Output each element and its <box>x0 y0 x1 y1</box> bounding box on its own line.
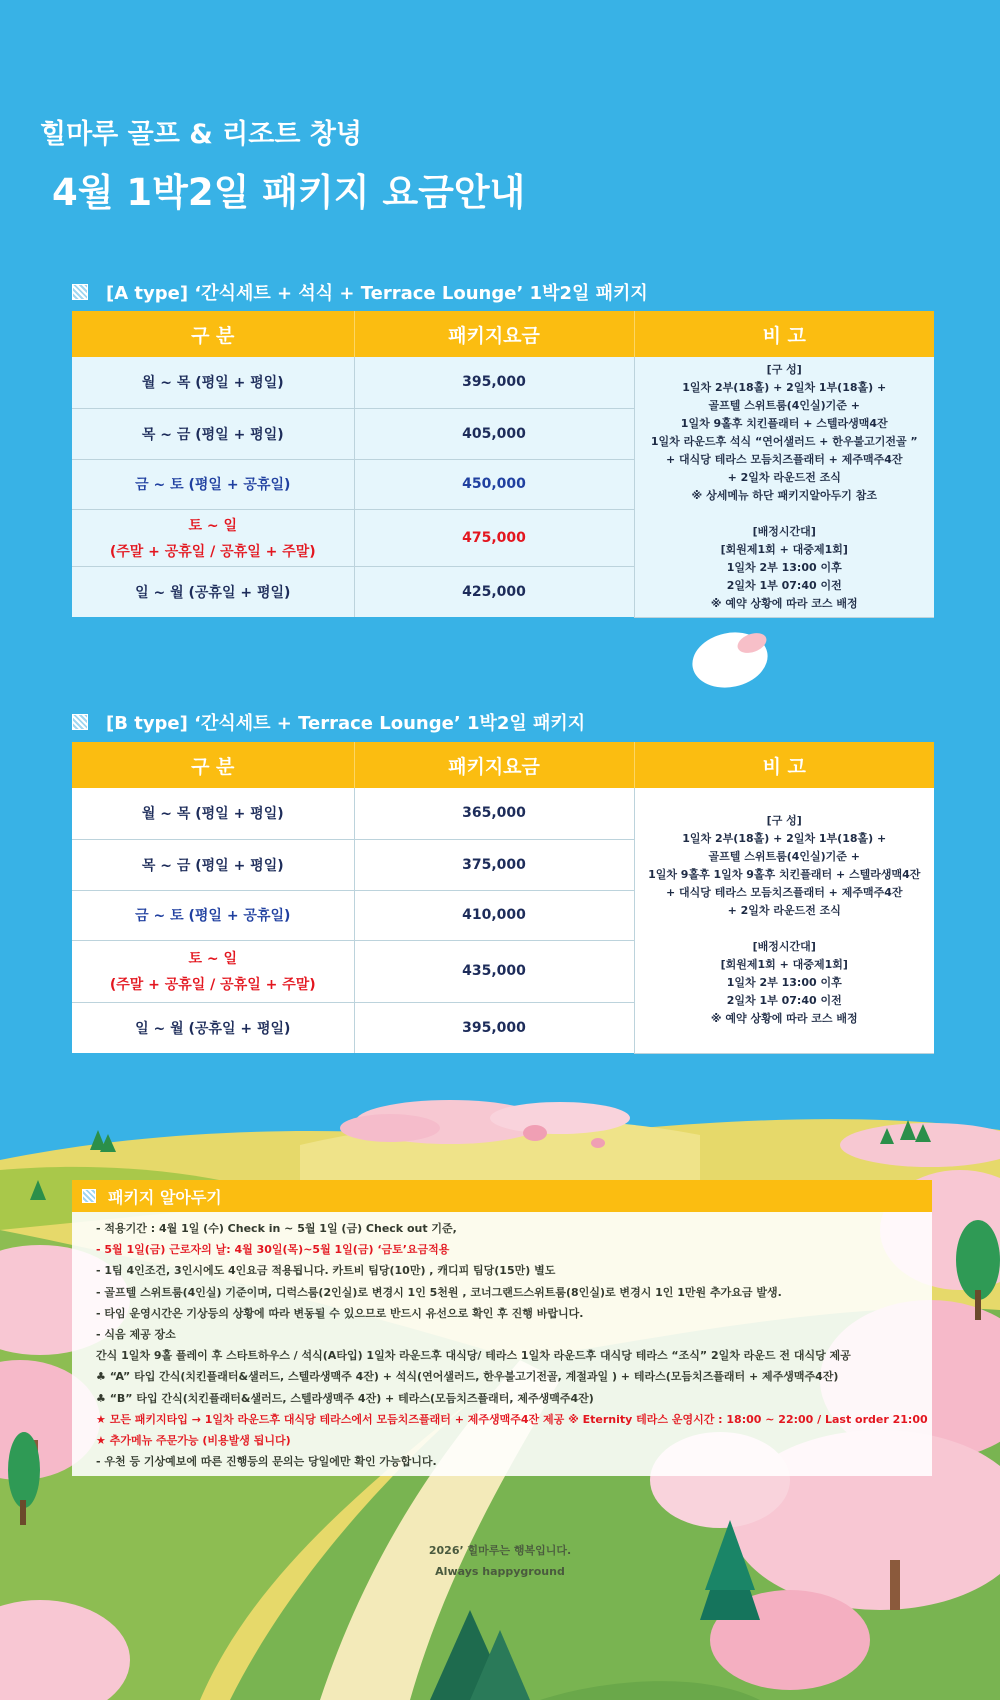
period-cell: 일 ~ 월 (공휴일 + 평일) <box>72 1002 354 1053</box>
pattern-bullet-icon <box>82 1189 96 1203</box>
table-header-row <box>72 311 934 357</box>
mochi-mascot-icon <box>687 626 773 695</box>
period-cell: 토 ~ 일 (주말 + 공휴일 / 공휴일 + 주말) <box>72 940 354 1002</box>
column-header-period: 구 분 <box>72 311 354 357</box>
price-cell: 405,000 <box>354 408 634 459</box>
price-cell: 425,000 <box>354 566 634 617</box>
period-cell: 목 ~ 금 (평일 + 평일) <box>72 839 354 890</box>
period-cell: 목 ~ 금 (평일 + 평일) <box>72 408 354 459</box>
column-header-note: 비 고 <box>634 742 934 788</box>
price-cell: 410,000 <box>354 890 634 940</box>
note-cell: [구 성] 1일차 2부(18홀) + 2일차 1부(18홀) + 골프텔 스위트룸(4인실)기준 + 1일차 9홀후 1일차 9홀후 치킨플래터 + 스텔라생맥4잔 + 대식당 테라스 모듬치즈플래터 + 제주맥주4잔 + 2일차 라운드전 조식 [배정시간대] [회원제1회 + 대중제1회] 1일차 2부 13:00 이후 2일차 1부 07:40 이전 ※ 예약 상황에 따라 코스 배정 <box>634 788 934 1053</box>
note-item: - 식음 제공 장소 <box>96 1328 176 1342</box>
pattern-bullet-icon <box>72 284 88 300</box>
price-cell: 450,000 <box>354 459 634 509</box>
table-row <box>72 788 934 839</box>
notes-list <box>72 1212 932 1472</box>
note-item: ♣ “B” 타입 간식(치킨플래터&샐러드, 스텔라생맥주 4잔) + 테라스(모듬치즈플래터, 제주생맥주4잔) <box>96 1391 594 1405</box>
note-item: ♣ “A” 타입 간식(치킨플래터&샐러드, 스텔라생맥주 4잔) + 석식(연어샐러드, 한우불고기전골, 계절과일 ) + 테라스(모듬치즈플래터 + 제주생맥주4잔) <box>96 1370 839 1384</box>
column-header-price: 패키지요금 <box>354 742 634 788</box>
period-cell: 일 ~ 월 (공휴일 + 평일) <box>72 566 354 617</box>
package-a-title <box>72 279 648 305</box>
column-header-price: 패키지요금 <box>354 311 634 357</box>
note-item: - 골프텔 스위트룸(4인실) 기준이며, 디럭스룸(2인실)로 변경시 1인 5천원 , 코너그랜드스위트룸(8인실)로 변경시 1인 1만원 추가요금 발생. <box>96 1285 782 1299</box>
period-cell: 월 ~ 목 (평일 + 평일) <box>72 357 354 408</box>
pattern-bullet-icon <box>72 714 88 730</box>
package-a-title-text: [A type] ‘간식세트 + 석식 + Terrace Lounge’ 1박2일 패키지 <box>106 283 648 304</box>
footer-tagline: Always happyground <box>435 1565 565 1578</box>
package-b-title-text: [B type] ‘간식세트 + Terrace Lounge’ 1박2일 패키지 <box>106 713 586 734</box>
note-item: - 적용기간 : 4월 1일 (수) Check in ~ 5월 1일 (금) Check out 기준, <box>96 1222 457 1235</box>
brand-title: 힐마루 골프 & 리조트 창녕 <box>40 119 362 150</box>
period-cell: 토 ~ 일 (주말 + 공휴일 / 공휴일 + 주말) <box>72 509 354 566</box>
package-b-table <box>72 742 934 1054</box>
table-header-row <box>72 742 934 788</box>
note-item: - 타임 운영시간은 기상등의 상황에 따라 변동될 수 있으므로 반드시 유선으로 확인 후 진행 바랍니다. <box>96 1306 584 1320</box>
note-item: ★ 추가메뉴 주문가능 (비용발생 됩니다) <box>96 1434 291 1448</box>
note-item: 간식 1일차 9홀 플레이 후 스타트하우스 / 석식(A타입) 1일차 라운드후 대식당/ 테라스 1일차 라운드후 대식당 테라스 “조식” 2일차 라운드 전 대식당 제공 <box>96 1349 851 1363</box>
price-cell: 395,000 <box>354 357 634 408</box>
package-notes-header <box>72 1180 932 1212</box>
footer <box>0 1540 1000 1582</box>
price-cell: 375,000 <box>354 839 634 890</box>
footer-slogan: 2026’ 힐마루는 행복입니다. <box>428 1544 572 1557</box>
note-item: - 5월 1일(금) 근로자의 날: 4월 30일(목)~5월 1일(금) ‘금토’요금적용 <box>96 1243 450 1257</box>
price-cell: 475,000 <box>354 509 634 566</box>
period-cell: 금 ~ 토 (평일 + 공휴일) <box>72 459 354 509</box>
column-header-note: 비 고 <box>634 311 934 357</box>
period-cell: 월 ~ 목 (평일 + 평일) <box>72 788 354 839</box>
page-title: 4월 1박2일 패키지 요금안내 <box>52 171 526 214</box>
column-header-period: 구 분 <box>72 742 354 788</box>
period-cell: 금 ~ 토 (평일 + 공휴일) <box>72 890 354 940</box>
price-cell: 395,000 <box>354 1002 634 1053</box>
table-row <box>72 357 934 408</box>
package-b-title <box>72 709 585 735</box>
note-item: - 1팀 4인조건, 3인시에도 4인요금 적용됩니다. 카트비 팀당(10만) , 캐디피 팀당(15만) 별도 <box>96 1264 556 1278</box>
package-a-table <box>72 311 934 618</box>
price-cell: 435,000 <box>354 940 634 1002</box>
note-item: - 우천 등 기상예보에 따른 진행등의 문의는 당일에만 확인 가능합니다. <box>96 1455 437 1469</box>
note-item: ★ 모든 패키지타입 → 1일차 라운드후 대식당 테라스에서 모듬치즈플래터 + 제주생맥주4잔 제공 ※ Eternity 테라스 운영시간 : 18:00 ~ 22:00 / Last order 21:00 <box>96 1412 928 1426</box>
package-notes <box>72 1180 932 1476</box>
note-cell: [구 성] 1일차 2부(18홀) + 2일차 1부(18홀) + 골프텔 스위트룸(4인실)기준 + 1일차 9홀후 치킨플래터 + 스텔라생맥4잔 1일차 라운드후 석식 “연어샐러드 + 한우불고기전골 ” + 대식당 테라스 모듬치즈플래터 + 제주맥주4잔 + 2일차 라운드전 조식 ※ 상세메뉴 하단 패키지알아두기 참조 [배정시간대] [회원제1회 + 대중제1회] 1일차 2부 13:00 이후 2일차 1부 07:40 이전 ※ 예약 상황에 따라 코스 배정 <box>634 357 934 617</box>
price-cell: 365,000 <box>354 788 634 839</box>
package-notes-title: 패키지 알아두기 <box>108 1187 222 1207</box>
